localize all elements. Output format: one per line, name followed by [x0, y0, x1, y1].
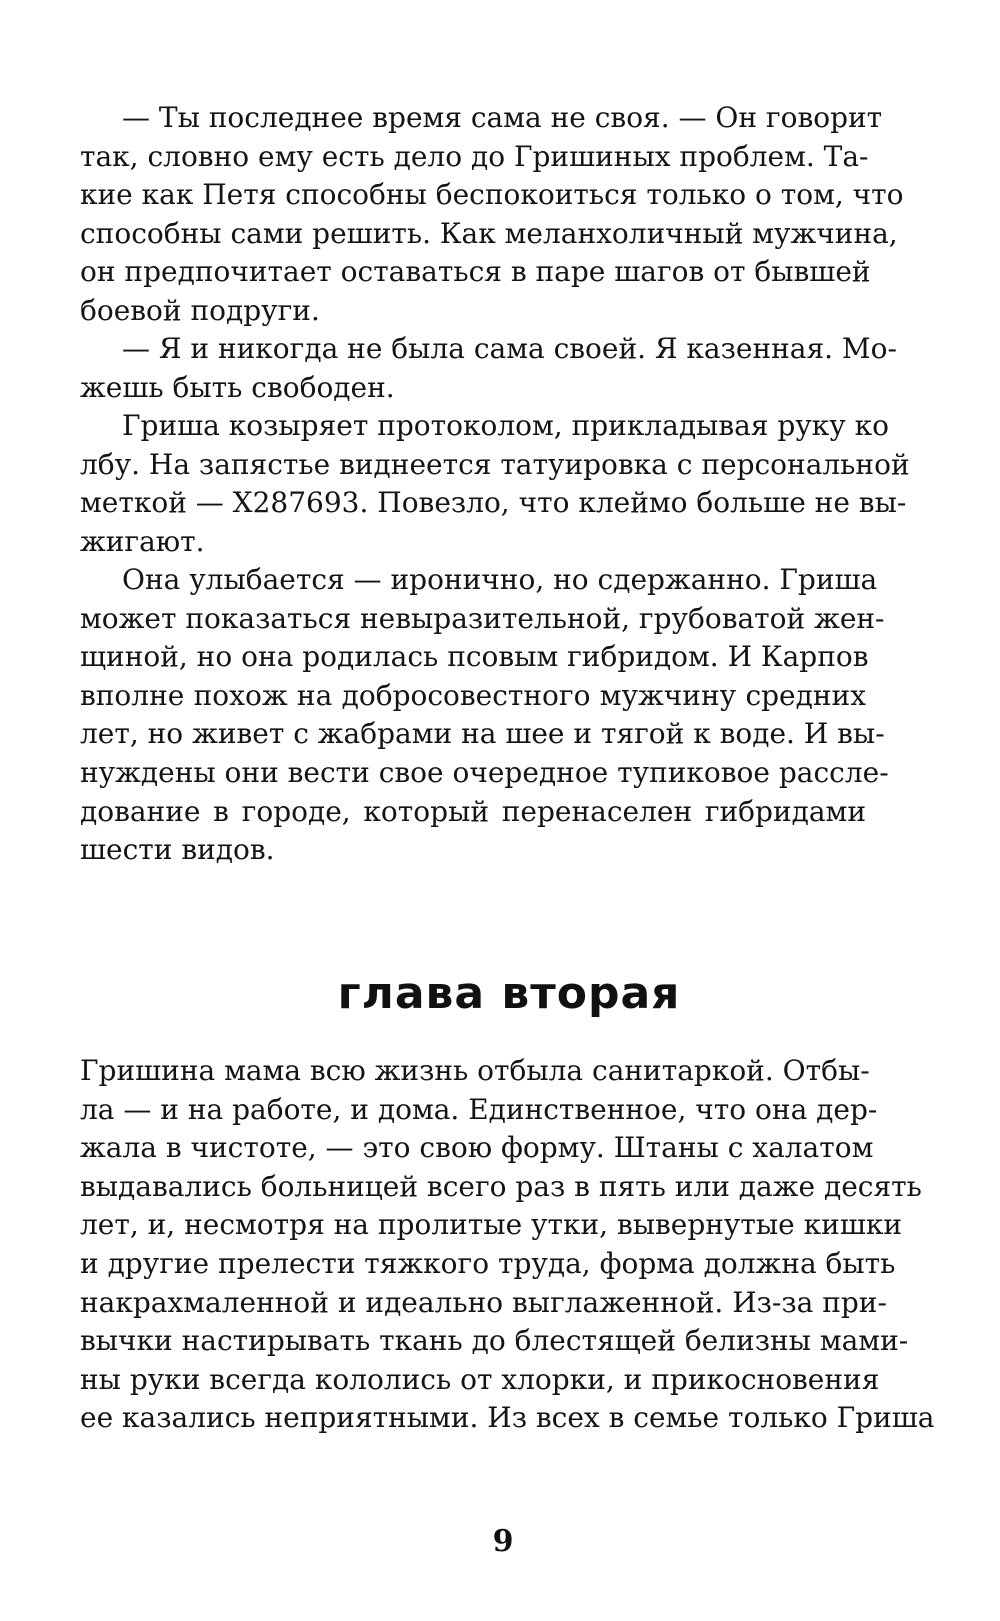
text-line: ны руки всегда кололись от хлорки, и прикосновения — [80, 1362, 880, 1396]
text-line: ее казались неприятными. Из всех в семье только Гриша — [80, 1401, 935, 1435]
text-line: так, словно ему есть дело до Гришиных проблем. Та- — [80, 139, 869, 173]
page-number: 9 — [492, 1524, 514, 1559]
text-line: и другие прелести тяжкого труда, форма должна быть — [80, 1246, 896, 1280]
text-line: вполне похож на добросовестного мужчину средних — [80, 678, 866, 712]
text-line: дование в городе, который перенаселен гибридами — [80, 794, 866, 828]
text-line: лет, но живет с жабрами на шее и тягой к воде. И вы- — [80, 717, 885, 751]
text-line: лбу. На запястье виднеется татуировка с персональной — [80, 447, 910, 481]
text-line: жешь быть свободен. — [80, 370, 395, 404]
chapter-title: глава вторая — [337, 968, 681, 1019]
text-line: Гриша козыряет протоколом, прикладывая руку ко — [122, 409, 889, 442]
text-line: Она улыбается — иронично, но сдержанно. Гриша — [122, 563, 878, 596]
text-line: кие как Петя способны беспокоиться только о том, что — [80, 178, 904, 212]
text-line: жала в чистоте, — это свою форму. Штаны с халатом — [80, 1131, 874, 1165]
paragraph — [80, 561, 889, 870]
text-line: накрахмаленной и идеально выглаженной. Из-за при- — [80, 1285, 887, 1319]
text-line: способны сами решить. Как меланхоличный мужчина, — [80, 216, 898, 250]
paragraph — [80, 330, 897, 407]
text-line: ла — и на работе, и дома. Единственное, что она дер- — [80, 1092, 878, 1126]
paragraph — [80, 99, 904, 331]
text-line: он предпочитает оставаться в паре шагов от бывшей — [80, 255, 871, 289]
text-line: — Ты последнее время сама не своя. — Он говорит — [122, 101, 883, 134]
text-line: нуждены они вести свое очередное тупиковое рассле- — [80, 755, 889, 789]
paragraph — [80, 407, 910, 561]
text-line: щиной, но она родилась псовым гибридом. И Карпов — [80, 640, 869, 674]
text-line: шести видов. — [80, 833, 275, 867]
text-line: лет, и, несмотря на пролитые утки, вывернутые кишки — [80, 1208, 903, 1242]
paragraph — [80, 1052, 935, 1438]
text-line: может показаться невыразительной, грубоватой жен- — [80, 601, 885, 635]
text-line: выдавались больницей всего раз в пять или даже десять — [80, 1169, 922, 1203]
text-line: боевой подруги. — [80, 293, 320, 327]
text-line: вычки настирывать ткань до блестящей белизны мами- — [80, 1324, 909, 1358]
text-line: жигают. — [80, 524, 205, 558]
text-line: меткой — X287693. Повезло, что клеймо больше не вы- — [80, 486, 907, 520]
text-line: — Я и никогда не была сама своей. Я казенная. Мо- — [122, 332, 897, 365]
text-line: Гришина мама всю жизнь отбыла санитаркой. Отбы- — [80, 1054, 870, 1087]
